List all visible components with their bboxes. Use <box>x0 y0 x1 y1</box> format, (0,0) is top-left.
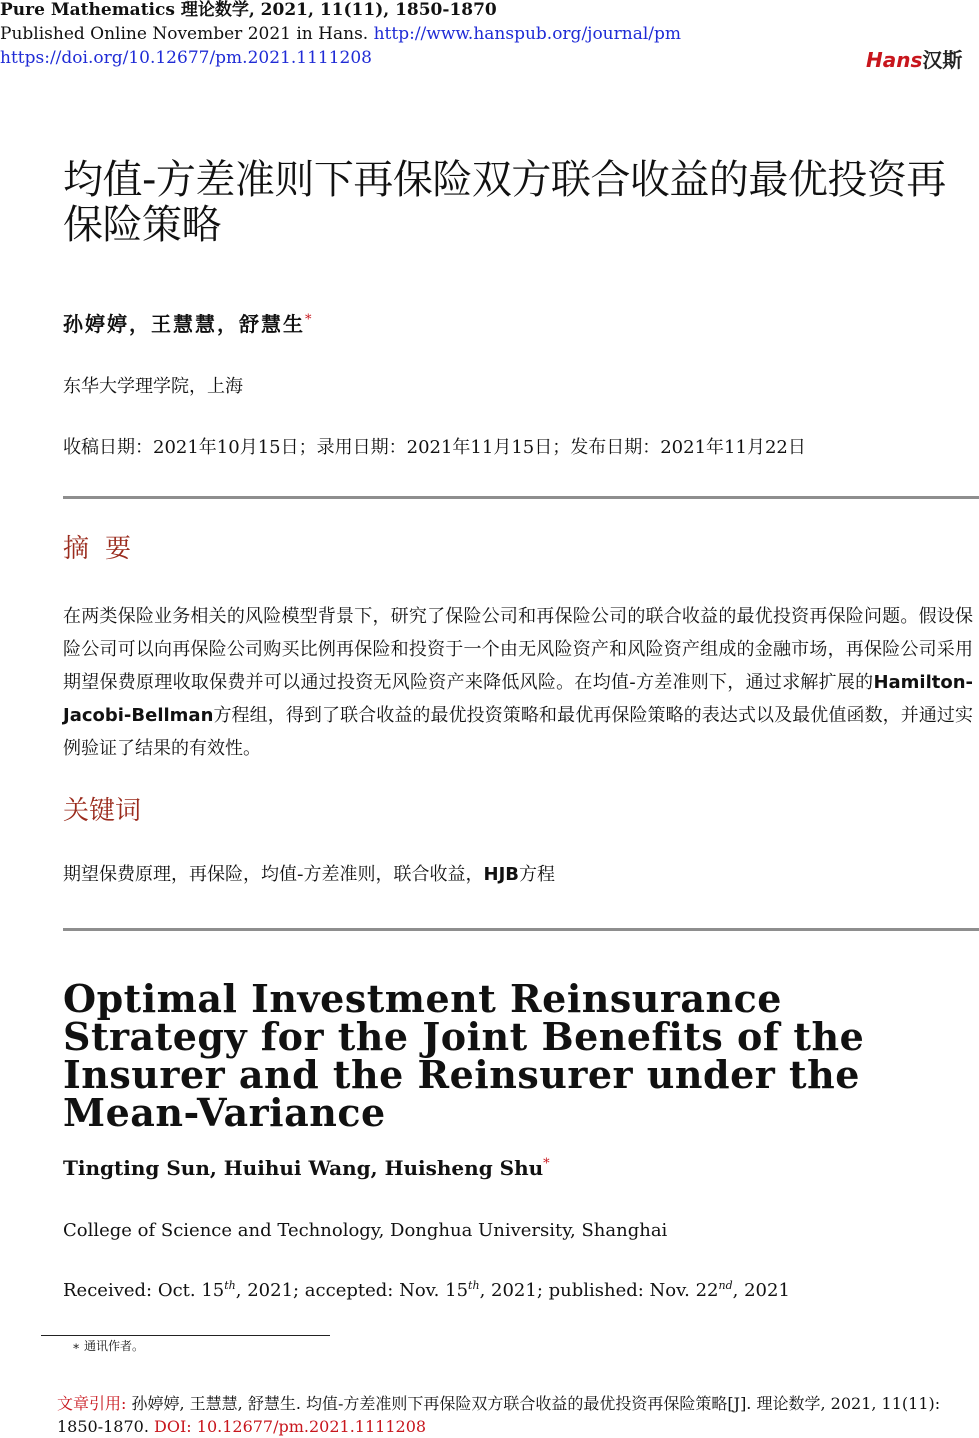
accepted-label: , 2021; accepted: Nov. 15 <box>235 1280 469 1301</box>
abstract-bold-term: Hamilton-Jacobi-Bellman <box>63 672 973 726</box>
keywords-text: 期望保费原理，再保险，均值-方差准则，联合收益， <box>63 864 484 885</box>
english-authors <box>63 1156 550 1180</box>
abstract-text-2: 方程组，得到了联合收益的最优投资策略和最优再保险策略的表达式以及最优值函数，并通过实例验证了结果的有效性。 <box>63 705 973 759</box>
keywords-bold-term: HJB <box>483 864 519 885</box>
chinese-title: 均值-方差准则下再保险双方联合收益的最优投资再保险策略 <box>63 157 946 248</box>
dates-tail: , 2021 <box>732 1280 790 1301</box>
published-label: , 2021; published: Nov. 22 <box>479 1280 719 1301</box>
citation-doi-link[interactable]: DOI: 10.12677/pm.2021.1111208 <box>154 1417 427 1436</box>
received-label: Received: Oct. 15 <box>63 1280 225 1301</box>
abstract-heading: 摘要 <box>63 534 148 564</box>
published-suffix: nd <box>718 1279 733 1292</box>
chinese-affiliation: 东华大学理学院，上海 <box>63 376 243 397</box>
abstract-text-1: 在两类保险业务相关的风险模型背景下，研究了保险公司和再保险公司的联合收益的最优投资再保险问题。假设保险公司可以向再保险公司购买比例再保险和投资于一个由无风险资产和风险资产组成的金融市场，再保险公司采用期望保费原理收取保费并可以通过投资无风险资产来降低风险。在均值-方差准则下，通过求解扩展的 <box>63 606 973 693</box>
keywords-heading: 关键词 <box>63 796 142 826</box>
received-suffix: th <box>224 1279 236 1292</box>
chinese-author-names: 孙婷婷，王慧慧，舒慧生 <box>63 312 305 336</box>
footnote-rule <box>41 1335 330 1336</box>
english-affiliation: College of Science and Technology, Donghua University, Shanghai <box>63 1220 668 1241</box>
section-divider <box>63 928 979 931</box>
english-title: Optimal Investment Reinsurance Strategy for the Joint Benefits of the Insurer and the Reinsurer under the Mean-Variance <box>63 976 865 1135</box>
citation-label: 文章引用: <box>57 1394 132 1413</box>
chinese-dates: 收稿日期：2021年10月15日；录用日期：2021年11月15日；发布日期：2021年11月22日 <box>63 437 806 458</box>
chinese-authors <box>63 308 314 337</box>
english-author-names: Tingting Sun, Huihui Wang, Huisheng Shu <box>63 1156 544 1180</box>
corresponding-author-mark: * <box>543 1156 550 1172</box>
footnote: ∗ 通讯作者。 <box>72 1339 144 1353</box>
keywords-list <box>63 860 555 886</box>
accepted-suffix: th <box>468 1279 480 1292</box>
corresponding-author-mark: * <box>305 312 314 328</box>
journal-url-link[interactable]: http://www.hanspub.org/journal/pm <box>373 24 682 44</box>
hans-logo <box>866 44 962 73</box>
citation-text: 孙婷婷, 王慧慧, 舒慧生. 均值-方差准则下再保险双方联合收益的最优投资再保险策略[J]. 理论数学, 2021, 11(11): 1850-1870. <box>57 1394 941 1436</box>
section-divider <box>63 496 979 499</box>
published-text: Published Online November 2021 in Hans. <box>0 24 374 44</box>
doi-url-link[interactable]: https://doi.org/10.12677/pm.2021.1111208 <box>0 48 372 68</box>
keywords-tail: 方程 <box>518 864 555 885</box>
hans-logo-cn: 汉斯 <box>922 48 963 72</box>
hans-logo-en: Hans <box>866 48 923 72</box>
journal-line: Pure Mathematics 理论数学, 2021, 11(11), 1850-1870 <box>0 0 497 20</box>
english-dates <box>63 1279 790 1301</box>
abstract-body <box>63 600 973 765</box>
published-line <box>0 22 681 46</box>
citation <box>57 1392 957 1438</box>
